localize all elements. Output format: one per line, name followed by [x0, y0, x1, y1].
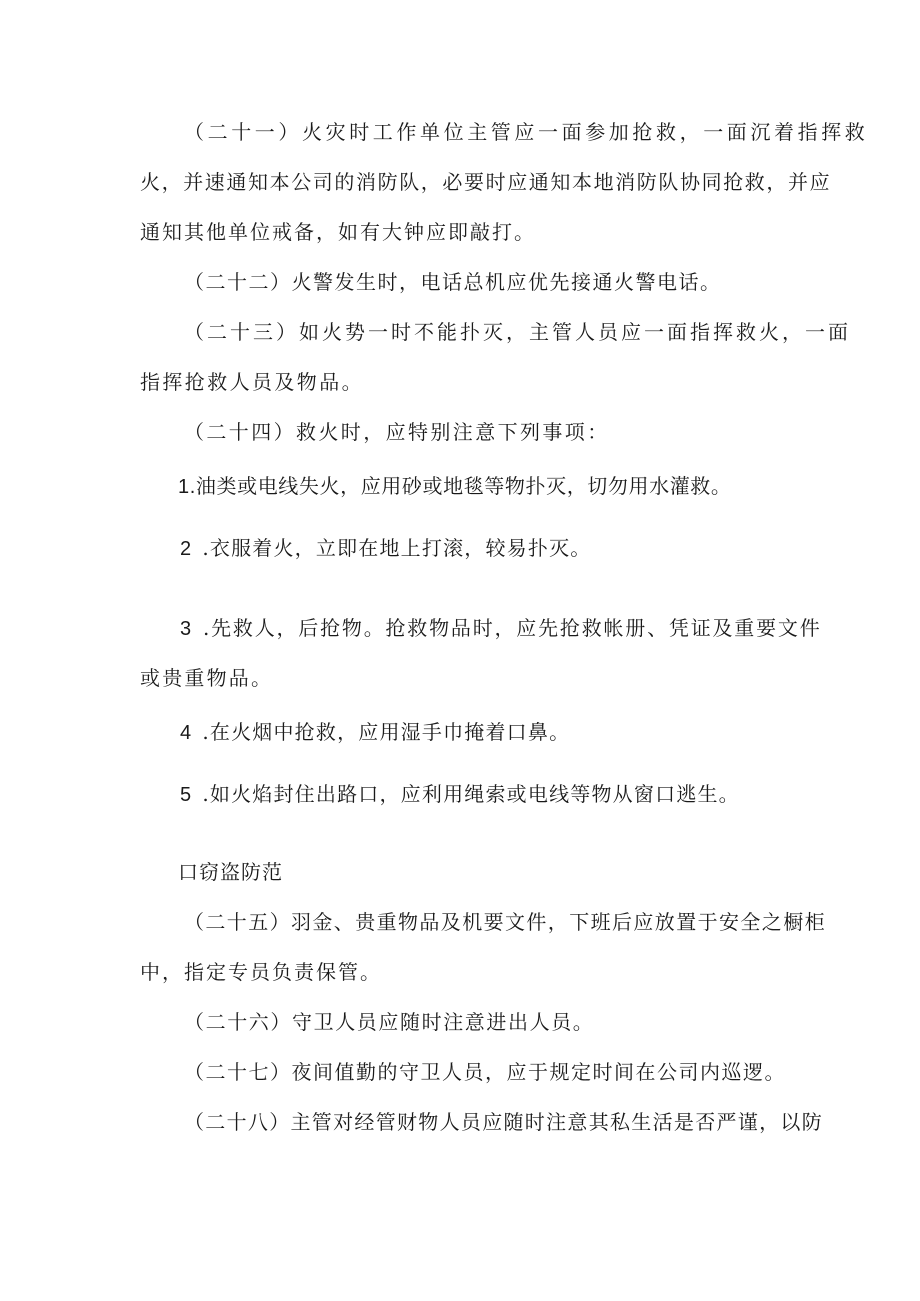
- paragraph-25-line-2: 中，指定专员负责保管。: [140, 960, 382, 984]
- paragraph-26: （二十六）守卫人员应随时注意进出人员。: [184, 1010, 595, 1034]
- list-number-3: 3: [180, 618, 193, 640]
- list-number-5: 5: [180, 784, 193, 806]
- paragraph-25-line-1: （二十五）羽金、贵重物品及机要文件，下班后应放置于安全之橱柜: [184, 910, 826, 934]
- paragraph-21-line-3: 通知其他单位戒备，如有大钟应即敲打。: [140, 220, 536, 244]
- list-text-2: .衣服着火，立即在地上打滚，较易扑灭。: [202, 536, 592, 560]
- paragraph-27: （二十七）夜间值勤的守卫人员，应于规定时间在公司内巡逻。: [184, 1060, 786, 1084]
- list-number-4: 4: [180, 722, 193, 744]
- list-text-4: .在火烟中抢救，应用湿手巾掩着口鼻。: [202, 720, 571, 744]
- list-item-3-line-1: [180, 614, 822, 643]
- list-item-3-line-2: 或贵重物品。: [140, 666, 274, 690]
- paragraph-23-line-2: 指挥抢救人员及物品。: [140, 370, 364, 394]
- list-item-1: [178, 472, 732, 501]
- paragraph-23-line-1: （二十三）如火势一时不能扑灭，主管人员应一面指挥救火，一面: [184, 320, 851, 344]
- paragraph-24: （二十四）救火时，应特别注意下列事项：: [184, 420, 610, 444]
- paragraph-21-line-2: 火，并速通知本公司的消防队，必要时应通知本地消防队协同抢救，并应: [140, 170, 832, 194]
- list-text-1: 油类或电线失火，应用砂或地毯等物扑灭，切勿用水灌救。: [195, 474, 732, 498]
- list-text-5: .如火焰封住出路口，应利用绳索或电线等物从窗口逃生。: [202, 782, 740, 806]
- list-number-2: 2: [180, 538, 193, 560]
- list-number-1: 1.: [178, 476, 196, 498]
- list-item-5: [180, 780, 740, 809]
- paragraph-22: （二十二）火警发生时，电话总机应优先接通火警电话。: [184, 270, 722, 294]
- section-heading: 口窃盗防范: [178, 860, 283, 884]
- list-text-3: .先救人，后抢物。抢救物品时，应先抢救帐册、凭证及重要文件: [202, 616, 822, 640]
- paragraph-21-line-1: （二十一）火灾时工作单位主管应一面参加抢救，一面沉着指挥救: [184, 120, 869, 144]
- list-item-4: [180, 718, 570, 747]
- paragraph-28: （二十八）主管对经管财物人员应随时注意其私生活是否严谨，以防: [184, 1110, 823, 1134]
- list-item-2: [180, 534, 592, 563]
